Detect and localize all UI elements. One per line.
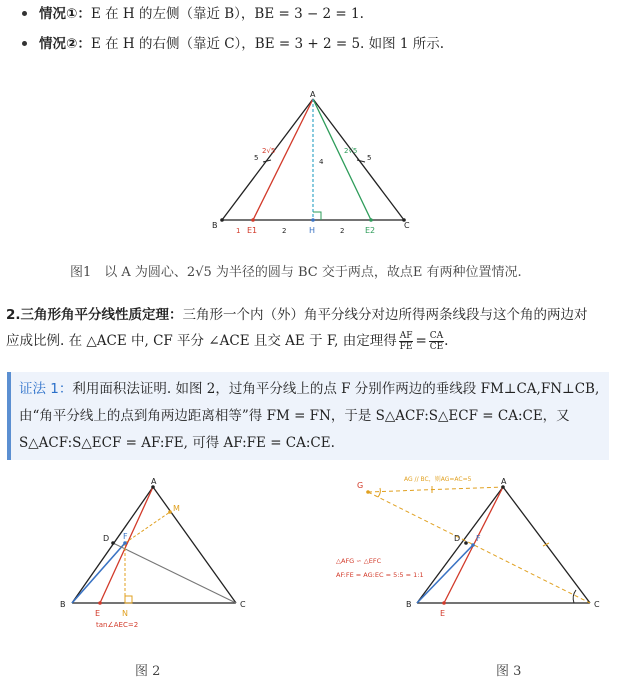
fig1-label-b: B [212, 221, 218, 230]
fig1-seg-r-left: 2√5 [262, 147, 276, 155]
case-1-text: E 在 H 的左侧（靠近 B），BE = 3 − 2 = 1. [90, 6, 364, 22]
fig3-label-d: D [454, 534, 461, 543]
fig2-label-f: F [123, 532, 128, 541]
fig1-seg-e1h: 2 [282, 227, 287, 235]
frac-right-num: CA [429, 330, 444, 341]
figure-2-caption: 图 2 [135, 664, 161, 679]
proof-line-2: 由“角平分线上的点到角两边距离相等”得 FM = FN，于是 S△ACF:S△ECF = CA:CE，又 [19, 408, 570, 424]
fig1-label-c: C [404, 221, 410, 230]
fig2-label-c: C [240, 600, 246, 609]
theorem-title: 2.三角形角平分线性质定理： [6, 307, 183, 323]
fig2-label-a: A [151, 477, 157, 486]
figure-1-triangle [220, 99, 406, 222]
frac-left-den: FE [399, 341, 413, 352]
fig1-seg-height: 4 [319, 158, 324, 166]
theorem-line-1: 三角形一个内（外）角平分线分对边所得两条线段与这个角的两边对 [182, 307, 588, 323]
fig1-seg-right: 5 [367, 154, 372, 162]
proof-line-3: S△ACF:S△ECF = AF:FE, 可得 AF:FE = CA:CE. [19, 435, 335, 451]
fig2-label-d: D [103, 534, 110, 543]
fig1-label-e1: E1 [247, 226, 258, 235]
frac-left-num: AF [399, 330, 413, 341]
proof-label: 证法 1： [19, 381, 73, 397]
fraction-ca-ce [429, 331, 444, 352]
fig3-label-c: C [594, 600, 600, 609]
fig2-label-e: E [95, 609, 101, 618]
fig1-seg-be1: 1 [236, 227, 241, 235]
fig1-seg-r-right: 2√5 [344, 147, 358, 155]
fig1-label-a: A [310, 90, 316, 99]
fig2-note: tan∠AEC=2 [96, 621, 139, 629]
fig3-label-f: F [476, 534, 481, 543]
fig2-label-n: N [122, 609, 128, 618]
fig3-label-e: E [440, 609, 446, 618]
fig3-note-1: △AFG ∽ △EFC [336, 557, 382, 565]
fig3-top-note: AG // BC，则AG=AC=5 [404, 476, 472, 483]
fig1-seg-left: 5 [254, 154, 259, 162]
fig2-label-b: B [60, 600, 66, 609]
fig3-note-2: AF:FE = AG:EC = 5:5 = 1:1 [336, 571, 424, 579]
case-2-text: E 在 H 的右侧（靠近 C），BE = 3 + 2 = 5. 如图 1 所示. [90, 36, 445, 52]
theorem-line-2: 应成比例. 在 △ACE 中, CF 平分 ∠ACE 且交 AE 于 F, 由定理得 [6, 333, 397, 349]
fig1-label-h: H [309, 226, 316, 235]
fig2-label-m: M [173, 504, 180, 513]
fig1-seg-he2: 2 [340, 227, 345, 235]
fig3-label-g: G [357, 481, 364, 490]
proof-box [7, 372, 609, 460]
figure-3-triangle [366, 485, 590, 605]
fig3-label-b: B [406, 600, 412, 609]
case-2-label: 情况②： [39, 36, 91, 52]
proof-line-1: 利用面积法证明. 如图 2，过角平分线上的点 F 分别作两边的垂线段 FM⊥CA,FN⊥CB, [72, 381, 600, 397]
figure-2-triangle [72, 485, 236, 605]
figure-1-caption: 图1 以 A 为圆心、2√5 为半径的圆与 BC 交于两点，故点E 有两种位置情况. [70, 265, 522, 280]
fig1-label-e2: E2 [365, 226, 376, 235]
theorem-paragraph: 2.三角形角平分线性质定理：三角形一个内（外）角平分线分对边所得两条线段与这个角的两边对 应成比例. 在 △ACE 中, CF 平分 ∠ACE 且交 AE 于 F, 由定理得 $\frac{AF}{FE}$ = $\frac{CA}{CE}$ . [6, 302, 612, 354]
fraction-af-fe [399, 331, 414, 352]
case-1-label: 情况①： [39, 6, 91, 22]
figure-3-caption: 图 3 [496, 664, 522, 679]
fig3-label-a: A [501, 477, 507, 486]
frac-right-den: CE [429, 341, 444, 352]
